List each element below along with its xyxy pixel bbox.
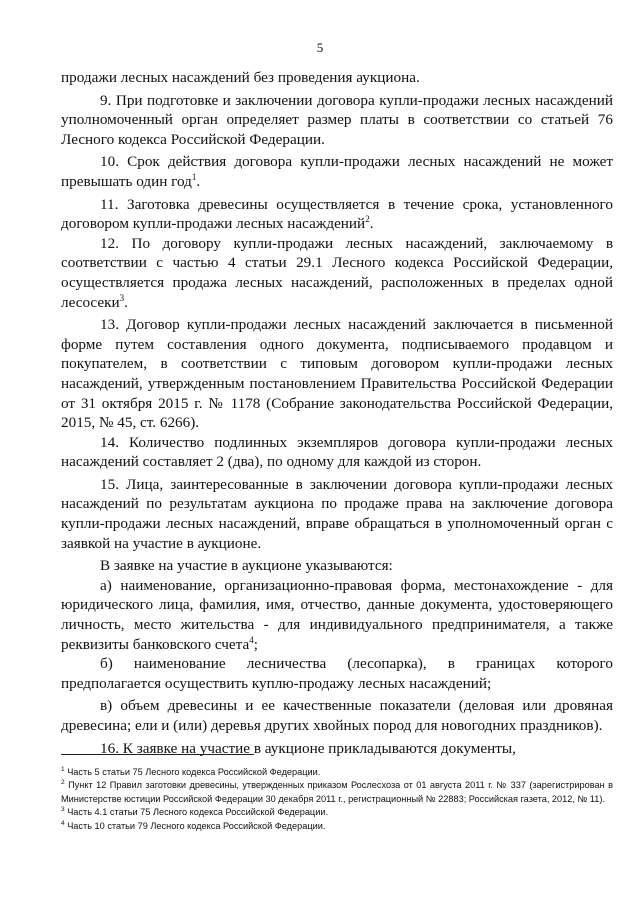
footnote-text: Часть 10 статьи 79 Лесного кодекса Российской Федерации. — [67, 820, 326, 831]
footnote-mark: 2 — [61, 779, 65, 787]
paragraph-11 — [61, 195, 613, 234]
paragraph-12-end: . — [124, 293, 128, 311]
footnote-divider — [61, 754, 254, 755]
paragraph-13: 13. Договор купли-продажи лесных насаждений заключается в письменной форме путем составления одного документа, подписываемого продавцом и покупателем, в соответствии с типовым договором купли-продажи лесных насаждений, утвержденным постановлением Правительства Российской Федерации от 31 октября 2015 г. № 1178 (Собрание законодательства Российской Федерации, 2015, № 45, ст. 6266). — [61, 316, 613, 432]
footnote-ref-2: 2 — [365, 214, 370, 225]
footnote — [61, 820, 613, 833]
paragraph-15-item-a-text: а) наименование, организационно-правовая форма, местонахождение - для юридического лица, фамилия, имя, отчество, данные документа, удостоверяющего личность, место жительства - для индивидуального предпринимателя, а также реквизиты банковского счета — [61, 576, 613, 653]
footnote-ref-3: 3 — [119, 292, 125, 303]
paragraph-9: 9. При подготовке и заключении договора купли-продажи лесных насаждений уполномоченный орган определяет размер платы в соответствии со статьей 76 Лесного кодекса Российской Федерации. — [61, 91, 613, 148]
footnote — [61, 806, 613, 819]
page-number: 5 — [316, 40, 324, 55]
footnote-mark: 4 — [61, 819, 65, 827]
paragraph-12 — [61, 234, 613, 312]
paragraph-12-text: 12. По договору купли-продажи лесных насаждений, заключаемому в соответствии с частью 4 статьи 29.1 Лесного кодекса Российской Федерации, осуществляется продажа лесных насаждений, расположенных в пределах одной лесосеки — [61, 234, 613, 311]
footnote-ref-4: 4 — [249, 634, 254, 645]
paragraph-15: 15. Лица, заинтересованные в заключении договора купли-продажи лесных насаждений по результатам аукциона по продаже права на заключение договора купли-продажи лесных насаждений, вправе обращаться в уполномоченный орган с заявкой на участие в аукционе. — [61, 475, 613, 552]
footnote-text: Часть 4.1 статьи 75 Лесного кодекса Российской Федерации. — [67, 807, 329, 818]
paragraph-10-end: . — [196, 172, 201, 190]
footnote-text: Пункт 12 Правил заготовки древесины, утвержденных приказом Рослесхоза от 01 августа 2011 г. № 337 (зарегистрирован в Министерстве юстиции Российской Федерации 30 декабря 2011 г., регистрационный № 22883; Российская газета, 2012, № 11). — [61, 780, 614, 804]
paragraph-10 — [61, 152, 613, 191]
paragraph-11-end: . — [369, 215, 374, 233]
paragraph-11-text: 11. Заготовка древесины осуществляется в течение срока, установленного договором купли-продажи лесных насаждений — [61, 195, 613, 233]
footnotes — [61, 766, 613, 833]
paragraph-16: 16. К заявке на участие в аукционе прикладываются документы, — [100, 739, 516, 757]
footnote — [61, 779, 613, 806]
document-body — [61, 68, 613, 758]
paragraph-continuation: продажи лесных насаждений без проведения аукциона. — [61, 69, 420, 86]
paragraph-14: 14. Количество подлинных экземпляров договора купли-продажи лесных насаждений составляет 2 (два), по одному для каждой из сторон. — [61, 433, 613, 471]
paragraph-15-item-c: в) объем древесины и ее качественные показатели (деловая или дровяная древесина; ели и (или) деревья других хвойных пород для новогодних праздников). — [61, 697, 613, 734]
paragraph-15-item-a — [61, 576, 613, 654]
paragraph-15-list-intro: В заявке на участие в аукционе указываются: — [100, 557, 393, 575]
paragraph-15-item-b: б) наименование лесничества (лесопарка), в границах которого предполагается осуществить куплю-продажу лесных насаждений; — [61, 655, 613, 692]
paragraph-15-item-a-end: ; — [253, 635, 258, 653]
footnote-text: Часть 5 статьи 75 Лесного кодекса Российской Федерации. — [67, 767, 321, 777]
paragraph-10-text: 10. Срок действия договора купли-продажи лесных насаждений не может превышать один год — [61, 153, 613, 190]
footnote-mark: 1 — [61, 765, 65, 773]
footnote-mark: 3 — [61, 806, 65, 814]
footnote — [61, 766, 613, 779]
footnote-ref-1: 1 — [191, 171, 197, 182]
